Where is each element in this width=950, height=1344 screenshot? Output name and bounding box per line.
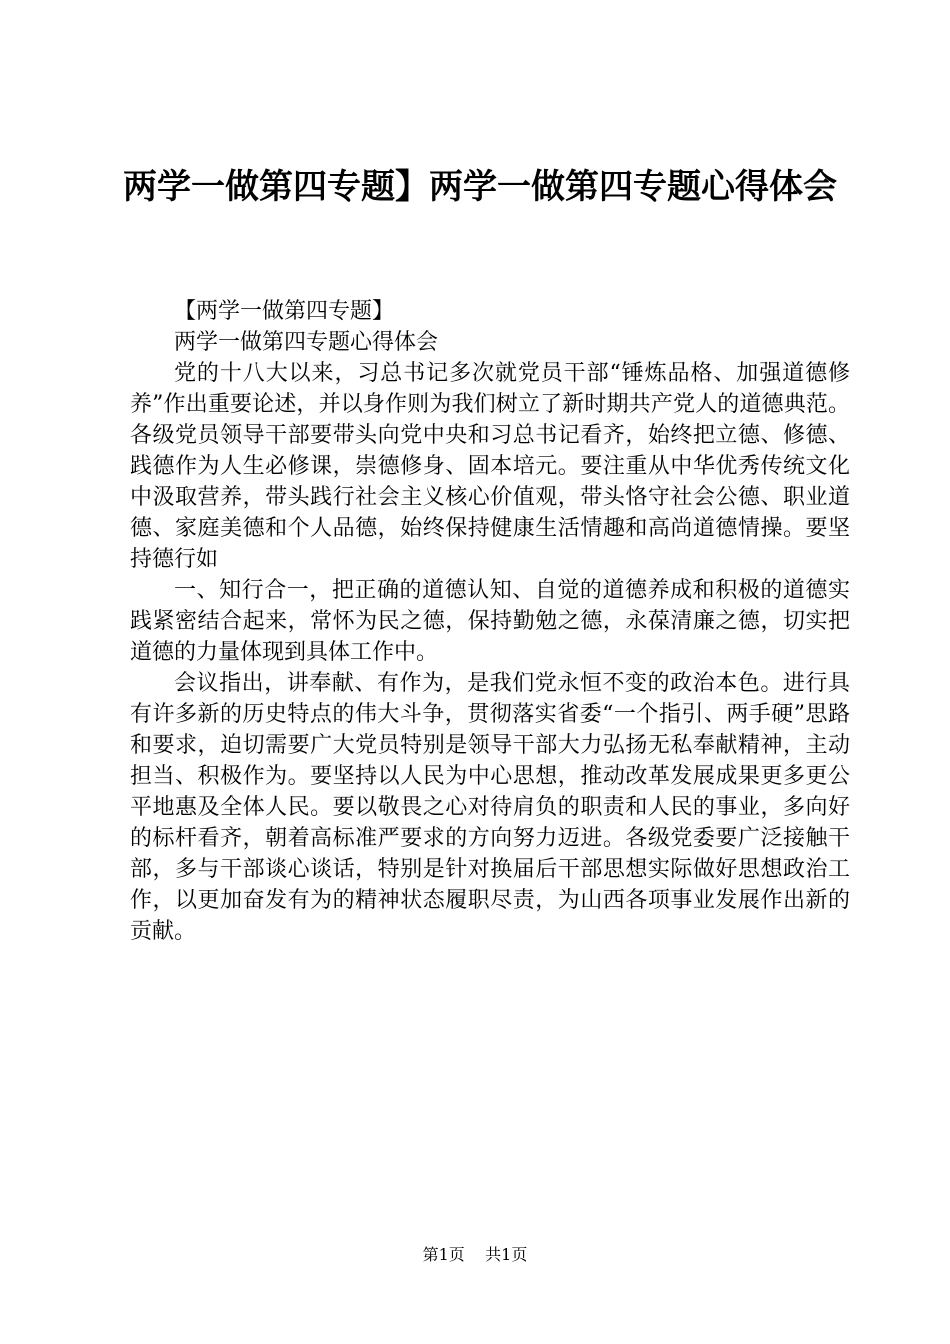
page-total: 共1页	[485, 1245, 528, 1264]
paragraph-subheading: 两学一做第四专题心得体会	[174, 330, 439, 355]
page-number: 第1页	[422, 1245, 465, 1264]
footer-spacer	[470, 1245, 480, 1264]
paragraph: 党的十八大以来，习总书记多次就党员干部“锤炼品格、加强道德修养”作出重要论述，并以身作则为我们树立了新时期共产党人的道德典范。各级党员领导干部要带头向党中央和习总书记看齐，始终把立德、修德、践德作为人生必修课，崇德修身、固本培元。要注重从中华优秀传统文化中汲取营养，带头践行社会主义核心价值观，带头恪守社会公德、职业道德、家庭美德和个人品德，始终保持健康生活情趣和高尚道德情操。要坚持德行如	[130, 361, 850, 572]
page-footer	[0, 1244, 950, 1266]
document-body	[130, 296, 850, 947]
paragraph: 会议指出，讲奉献、有作为，是我们党永恒不变的政治本色。进行具有许多新的历史特点的伟大斗争，贯彻落实省委“一个指引、两手硬”思路和要求，迫切需要广大党员特别是领导干部大力弘扬无私奉献精神，主动担当、积极作为。要坚持以人民为中心思想，推动改革发展成果更多更公平地惠及全体人民。要以敬畏之心对待肩负的职责和人民的事业，多向好的标杆看齐，朝着高标准严要求的方向努力迈进。各级党委要广泛接触干部，多与干部谈心谈话，特别是针对换届后干部思想实际做好思想政治工作，以更加奋发有为的精神状态履职尽责，为山西各项事业发展作出新的贡献。	[130, 671, 850, 944]
document-title: 两学一做第四专题】两学一做第四专题心得体会	[123, 167, 837, 207]
paragraph-heading: 【两学一做第四专题】	[174, 299, 395, 324]
paragraph: 一、知行合一，把正确的道德认知、自觉的道德养成和积极的道德实践紧密结合起来，常怀为民之德，保持勤勉之德，永葆清廉之德，切实把道德的力量体现到具体工作中。	[130, 578, 850, 665]
